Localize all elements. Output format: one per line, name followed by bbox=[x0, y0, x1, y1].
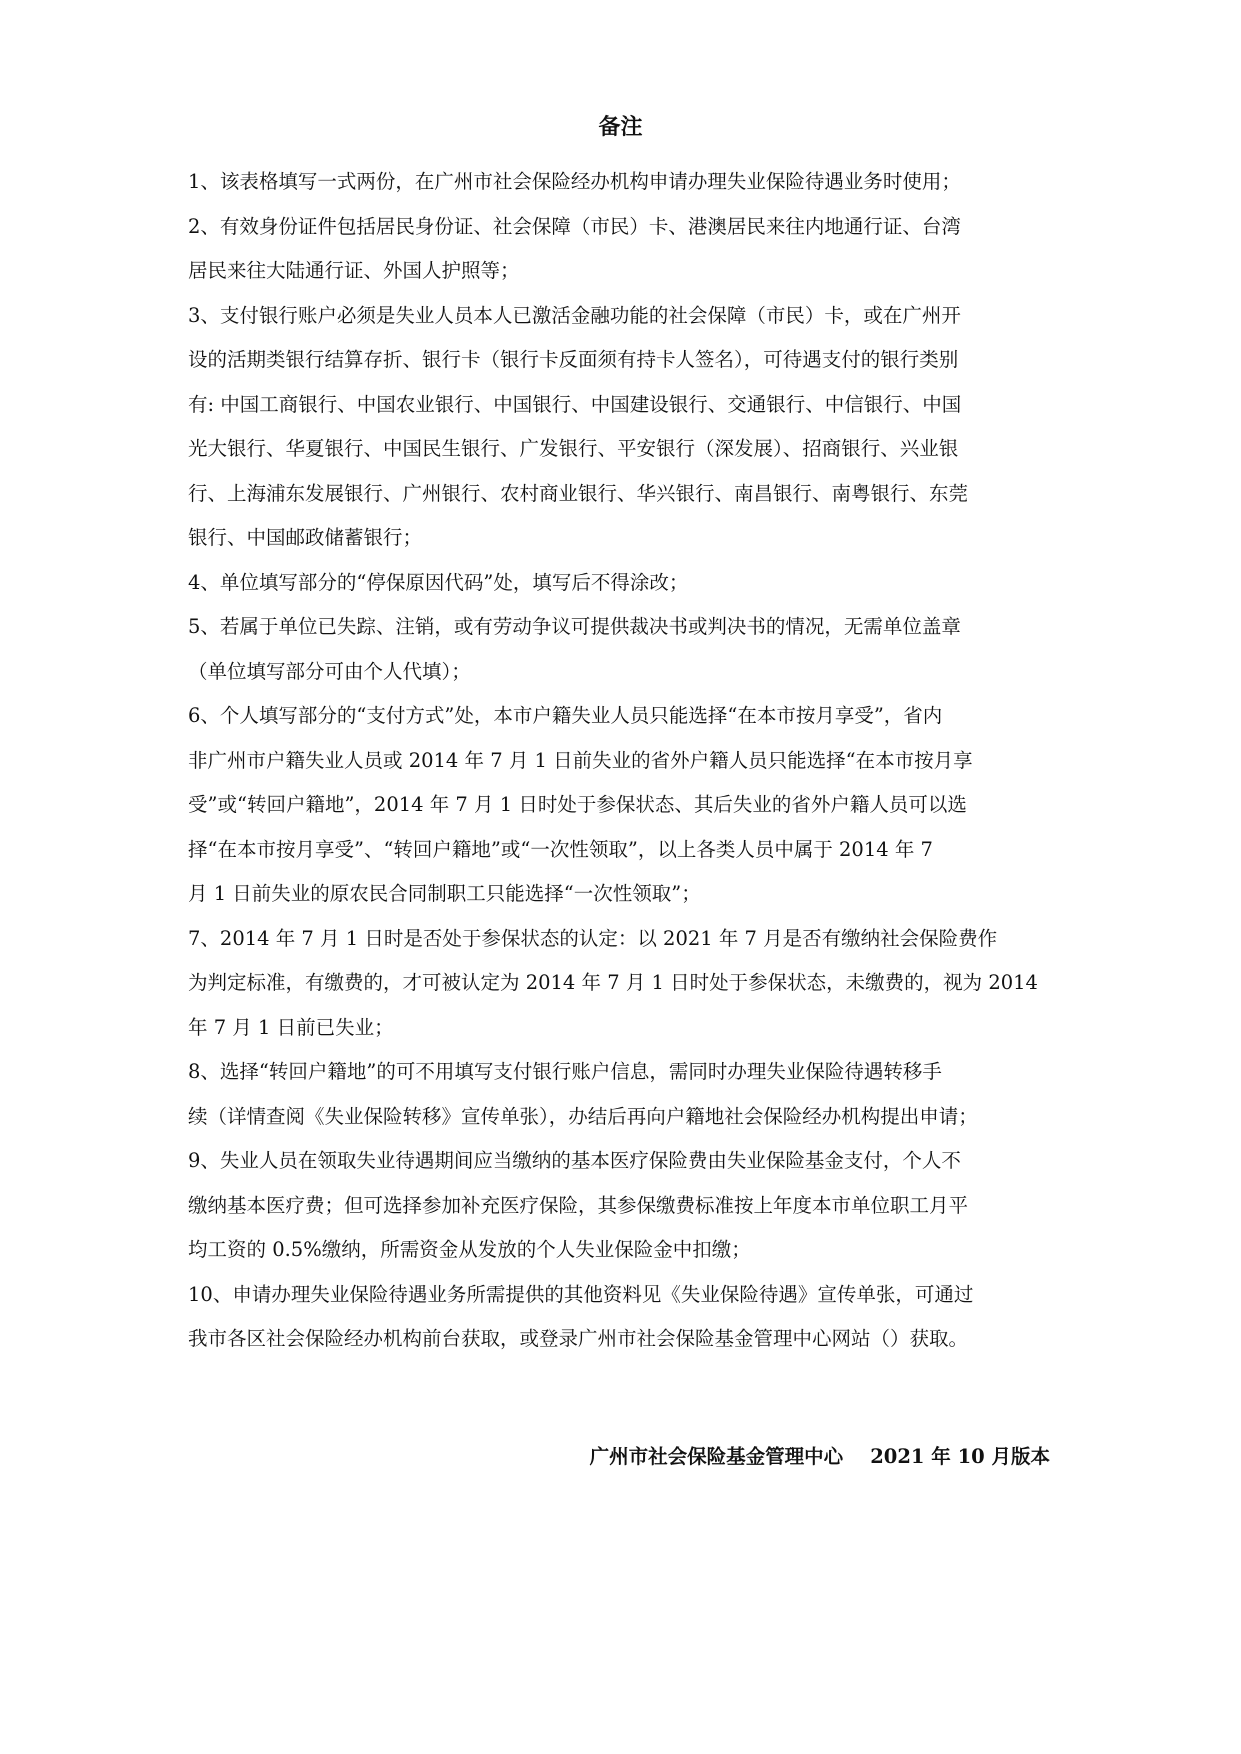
note-line: 行、上海浦东发展银行、广州银行、农村商业银行、华兴银行、南昌银行、南粤银行、东莞 bbox=[188, 481, 969, 505]
notes-body bbox=[188, 160, 1050, 1362]
note-line: 4、单位填写部分的“停保原因代码”处，填写后不得涂改； bbox=[188, 570, 689, 594]
footer-issuer-version: 广州市社会保险基金管理中心 2021 年 10 月版本 bbox=[589, 1445, 1050, 1468]
note-line: 择“在本市按月享受”、“转回户籍地”或“一次性领取”，以上各类人员中属于 2014 年 7 bbox=[188, 837, 933, 861]
note-line: 为判定标准，有缴费的，才可被认定为 2014 年 7 月 1 日时处于参保状态，未缴费的，视为 2014 bbox=[188, 971, 1038, 994]
note-line: 月 1 日前失业的原农民合同制职工只能选择“一次性领取”； bbox=[188, 882, 701, 905]
note-line: 年 7 月 1 日前已失业； bbox=[188, 1015, 394, 1039]
note-line: 居民来往大陆通行证、外国人护照等； bbox=[188, 259, 520, 282]
note-line: 非广州市户籍失业人员或 2014 年 7 月 1 日前失业的省外户籍人员只能选择“在本市按月享 bbox=[188, 748, 973, 772]
note-line: 银行、中国邮政储蓄银行； bbox=[188, 526, 423, 549]
note-line: 5、若属于单位已失踪、注销，或有劳动争议可提供裁决书或判决书的情况，无需单位盖章 bbox=[188, 615, 961, 638]
note-line: 受”或“转回户籍地”，2014 年 7 月 1 日时处于参保状态、其后失业的省外户籍人员可以选 bbox=[188, 793, 967, 816]
page-title: 备注 bbox=[598, 114, 643, 140]
note-line: 续（详情查阅《失业保险转移》宣传单张），办结后再向户籍地社会保险经办机构提出申请； bbox=[188, 1104, 978, 1128]
note-line: 6、个人填写部分的“支付方式”处，本市户籍失业人员只能选择“在本市按月享受”，省内 bbox=[188, 704, 943, 727]
note-line: 2、有效身份证件包括居民身份证、社会保障（市民）卡、港澳居民来往内地通行证、台湾 bbox=[188, 214, 961, 238]
note-line: 9、失业人员在领取失业待遇期间应当缴纳的基本医疗保险费由失业保险基金支付，个人不 bbox=[188, 1149, 961, 1172]
note-line: 设的活期类银行结算存折、银行卡（银行卡反面须有持卡人签名），可待遇支付的银行类别 bbox=[188, 348, 959, 371]
note-line: 8、选择“转回户籍地”的可不用填写支付银行账户信息，需同时办理失业保险待遇转移手 bbox=[188, 1060, 942, 1083]
note-line: 3、支付银行账户必须是失业人员本人已激活金融功能的社会保障（市民）卡，或在广州开 bbox=[188, 303, 961, 327]
note-line: 有: 中国工商银行、中国农业银行、中国银行、中国建设银行、交通银行、中信银行、中国 bbox=[188, 392, 962, 416]
note-line: （单位填写部分可由个人代填）； bbox=[188, 659, 471, 683]
note-line: 缴纳基本医疗费；但可选择参加补充医疗保险，其参保缴费标准按上年度本市单位职工月平 bbox=[188, 1193, 969, 1217]
note-line: 均工资的 0.5%缴纳，所需资金从发放的个人失业保险金中扣缴； bbox=[188, 1238, 751, 1261]
note-line: 10、申请办理失业保险待遇业务所需提供的其他资料见《失业保险待遇》宣传单张，可通过 bbox=[188, 1282, 974, 1306]
note-line: 1、该表格填写一式两份，在广州市社会保险经办机构申请办理失业保险待遇业务时使用； bbox=[188, 170, 961, 193]
note-line: 我市各区社会保险经办机构前台获取，或登录广州市社会保险基金管理中心网站（）获取。 bbox=[188, 1327, 969, 1350]
note-line: 7、2014 年 7 月 1 日时是否处于参保状态的认定：以 2021 年 7 月是否有缴纳社会保险费作 bbox=[188, 926, 998, 950]
note-line: 光大银行、华夏银行、中国民生银行、广发银行、平安银行（深发展）、招商银行、兴业银 bbox=[188, 437, 959, 460]
